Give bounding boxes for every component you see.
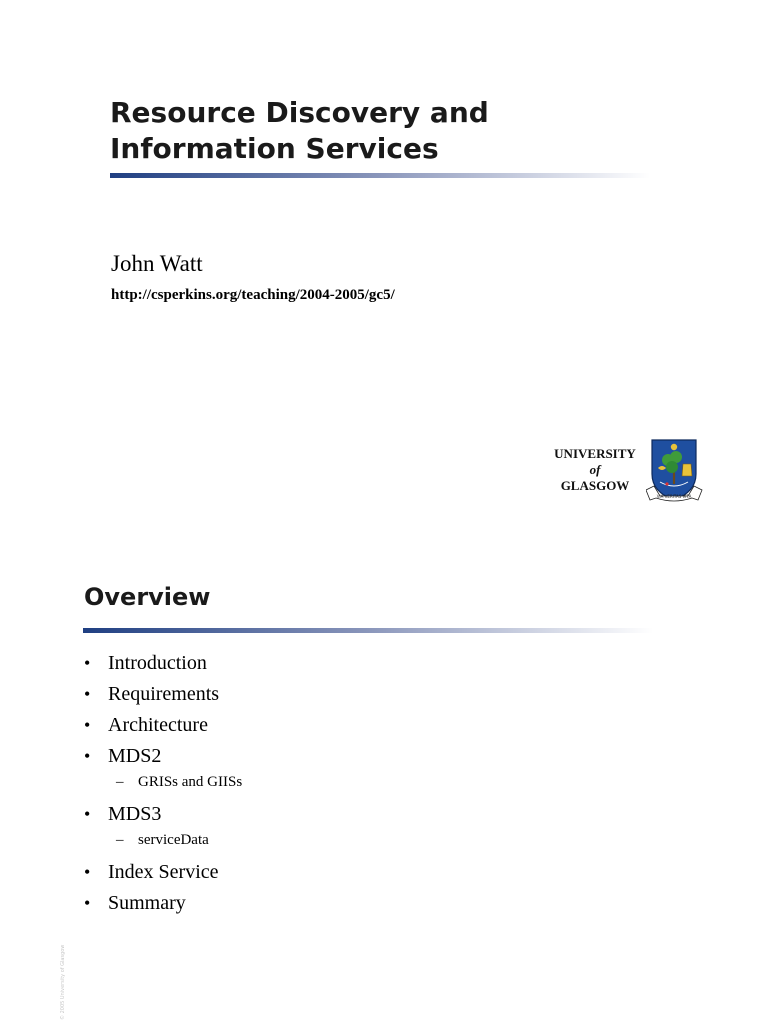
sub-item-gris-giis: – GRISs and GIISs — [84, 769, 242, 795]
author-name: John Watt — [111, 251, 203, 276]
sub-item-servicedata: – serviceData — [84, 827, 242, 853]
course-url[interactable]: http://csperkins.org/teaching/2004-2005/gc5/ — [111, 287, 395, 303]
list-item-mds2: • MDS2 — [84, 741, 242, 772]
overview-slide — [0, 540, 768, 1024]
list-item-index-service: • Index Service — [84, 857, 242, 888]
logo-line-3: GLASGOW — [560, 478, 630, 493]
list-item-requirements: • Requirements — [84, 679, 242, 710]
title-rule — [110, 173, 650, 178]
list-item-architecture: • Architecture — [84, 710, 242, 741]
list-item-mds3: • MDS3 — [84, 799, 242, 830]
logo-line-2: of — [589, 462, 601, 477]
logo-wordmark — [540, 446, 650, 494]
overview-list — [84, 648, 242, 919]
university-logo — [540, 438, 710, 508]
crest-motto: VIA VERITAS VITA — [656, 494, 692, 499]
overview-title: Overview — [84, 583, 211, 611]
overview-rule — [83, 628, 653, 633]
list-item-introduction: • Introduction — [84, 648, 242, 679]
list-item-summary: • Summary — [84, 888, 242, 919]
crest-icon — [646, 438, 704, 506]
logo-line-1: UNIVERSITY — [554, 446, 636, 461]
copyright-note: © 2005 University of Glasgow — [60, 944, 66, 1020]
slide-title — [110, 95, 670, 167]
title-line-2: Information Services — [110, 132, 439, 165]
title-line-1: Resource Discovery and — [110, 96, 489, 129]
